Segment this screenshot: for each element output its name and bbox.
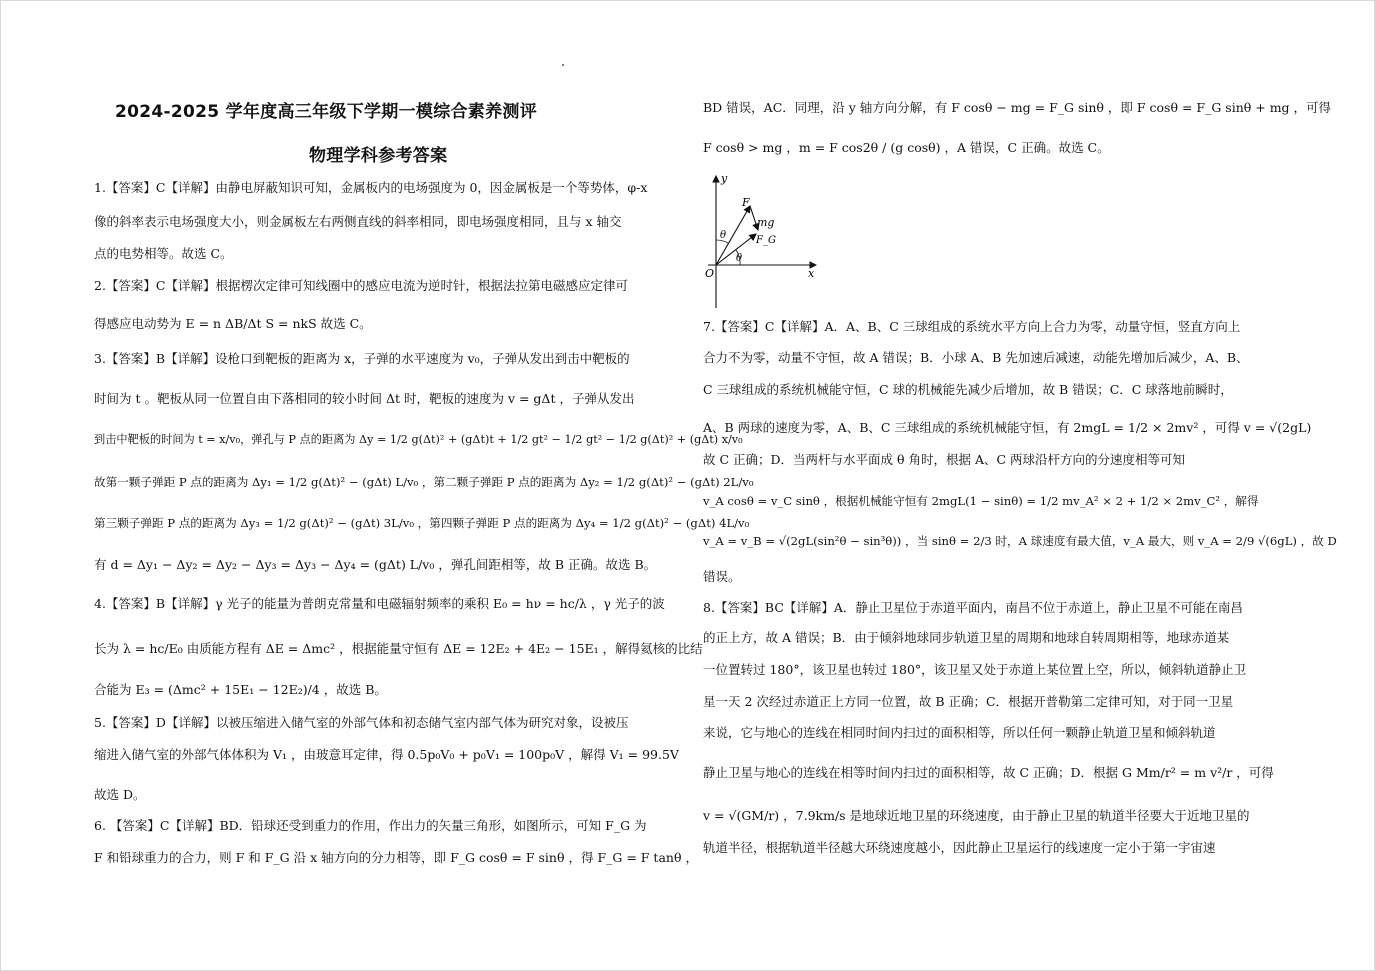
answer-7-line-4: A、B 两球的速度为零，A、B、C 三球组成的系统机械能守恒，有 2mgL = 1/2 × 2mv² ，可得 v = √(2gL) xyxy=(703,420,1312,435)
answer-7-line-1: 7.【答案】C【详解】A．A、B、C 三球组成的系统水平方向上合力为零，动量守恒，竖直方向上 xyxy=(703,319,1241,334)
answer-1-line-3: 点的电势相等。故选 C。 xyxy=(94,246,233,261)
answer-3-line-6: 有 d = Δy₁ − Δy₂ = Δy₂ − Δy₃ = Δy₃ − Δy₄ = (gΔt) L/v₀ ，弹孔间距相等，故 B 正确。故选 B。 xyxy=(94,557,657,572)
answer-4-line-2: 长为 λ = hc/E₀ 由质能方程有 ΔE = Δmc² ，根据能量守恒有 ΔE = 12E₂ + 4E₂ − 15E₁ ，解得氦核的比结 xyxy=(94,641,703,656)
label-origin: O xyxy=(705,267,715,280)
answer-2-line-1: 2.【答案】C【详解】根据楞次定律可知线圈中的感应电流为逆时针，根据法拉第电磁感应定律可 xyxy=(94,278,628,293)
answer-5-line-2: 缩进入储气室的外部气体体积为 V₁ ，由玻意耳定律，得 0.5p₀V₀ + p₀V₁ = 100p₀V ，解得 V₁ = 99.5V xyxy=(94,747,679,762)
label-fg: F_G xyxy=(756,235,776,246)
label-mg: mg xyxy=(757,216,775,229)
answer-4-line-1: 4.【答案】B【详解】γ 光子的能量为普朗克常量和电磁辐射频率的乘积 E₀ = hν = hc/λ ，γ 光子的波 xyxy=(94,596,665,611)
answer-6-line-2: F 和铅球重力的合力，则 F 和 F_G 沿 x 轴方向的分力相等，即 F_G cosθ = F sinθ ，得 F_G = F tanθ ， xyxy=(94,850,698,865)
answer-8-line-1: 8.【答案】BC【详解】A．静止卫星位于赤道平面内，南昌不位于赤道上，静止卫星不可能在南昌 xyxy=(703,600,1243,615)
answer-2-line-2: 得感应电动势为 E = n ΔB/Δt S = nkS 故选 C。 xyxy=(94,316,372,331)
label-x: x xyxy=(808,267,815,280)
answer-5-line-3: 故选 D。 xyxy=(94,787,146,802)
answer-7-line-7: v_A = v_B = √(2gL(sin²θ − sin³θ)) ，当 sinθ = 2/3 时，A 球速度有最大值，v_A 最大，则 v_A = 2/9 √(6gL) ，故 D xyxy=(703,534,1337,548)
answer-8-line-7: v = √(GM/r) ，7.9km/s 是地球近地卫星的环绕速度，由于静止卫星的轨道半径要大于近地卫星的 xyxy=(703,808,1250,823)
answer-8-line-2: 的正上方，故 A 错误；B．由于倾斜地球同步轨道卫星的周期和地球自转周期相等，地球赤道某 xyxy=(703,630,1230,645)
answer-3-line-1: 3.【答案】B【详解】设枪口到靶板的距离为 x，子弹的水平速度为 v₀，子弹从发出到击中靶板的 xyxy=(94,351,630,366)
label-theta-2: θ xyxy=(736,253,743,264)
answer-6-line-1: 6. 【答案】C【详解】BD．铅球还受到重力的作用，作出力的矢量三角形，如图所示，可知 F_G 为 xyxy=(94,818,647,833)
answer-7-line-2: 合力不为零，动量不守恒，故 A 错误；B．小球 A、B 先加速后减速，动能先增加后减少，A、B、 xyxy=(703,350,1249,365)
answer-8-line-5: 来说，它与地心的连线在相同时间内扫过的面积相等，所以任何一颗静止轨道卫星和倾斜轨道 xyxy=(703,725,1216,740)
page-mark xyxy=(562,64,564,66)
label-f: F xyxy=(742,196,750,209)
answer-8-line-8: 轨道半径，根据轨道半径越大环绕速度越小，因此静止卫星运行的线速度一定小于第一宇宙速 xyxy=(703,840,1216,855)
answer-5-line-1: 5.【答案】D【详解】以被压缩进入储气室的外部气体和初态储气室内部气体为研究对象，设被压 xyxy=(94,715,629,730)
answer-8-line-4: 星一天 2 次经过赤道正上方同一位置，故 B 正确；C．根据开普勒第二定律可知，对于同一卫星 xyxy=(703,694,1234,709)
document-title: 2024-2025 学年度高三年级下学期一模综合素养测评 xyxy=(115,102,538,122)
label-theta-1: θ xyxy=(720,230,727,241)
answer-8-line-3: 一位置转过 180°，该卫星也转过 180°，该卫星又处于赤道上某位置上空，所以，倾斜轨道静止卫 xyxy=(703,662,1247,677)
answer-7-line-5: 故 C 正确；D．当两杆与水平面成 θ 角时，根据 A、C 两球沿杆方向的分速度相等可知 xyxy=(703,452,1186,467)
answer-3-line-5: 第三颗子弹距 P 点的距离为 Δy₃ = 1/2 g(Δt)² − (gΔt) 3L/v₀ ，第四颗子弹距 P 点的距离为 Δy₄ = 1/2 g(Δt)² − (gΔt) 4L/v₀ xyxy=(94,516,750,530)
answer-1-line-2: 像的斜率表示电场强度大小，则金属板左右两侧直线的斜率相同，即电场强度相同，且与 x 轴交 xyxy=(94,214,622,229)
answer-7-line-8: 错误。 xyxy=(703,569,741,584)
force-diagram xyxy=(700,168,825,310)
answer-4-line-3: 合能为 E₃ = (Δmc² + 15E₁ − 12E₂)/4 ，故选 B。 xyxy=(94,682,387,697)
answer-7-line-3: C 三球组成的系统机械能守恒，C 球的机械能先减少后增加，故 B 错误；C．C 球落地前瞬时， xyxy=(703,382,1233,397)
answer-3-line-2: 时间为 t 。靶板从同一位置自由下落相同的较小时间 Δt 时，靶板的速度为 v = gΔt ，子弹从发出 xyxy=(94,391,635,406)
label-y: y xyxy=(721,172,728,185)
answer-3-line-4: 故第一颗子弹距 P 点的距离为 Δy₁ = 1/2 g(Δt)² − (gΔt) L/v₀ ，第二颗子弹距 P 点的距离为 Δy₂ = 1/2 g(Δt)² − (gΔt) 2L/v₀ xyxy=(94,475,754,489)
document-subtitle: 物理学科参考答案 xyxy=(309,146,448,166)
answer-6-line-4: F cosθ > mg ，m = F cos2θ / (g cosθ) ，A 错误，C 正确。故选 C。 xyxy=(703,140,1110,155)
answer-8-line-6: 静止卫星与地心的连线在相等时间内扫过的面积相等，故 C 正确；D．根据 G Mm/r² = m v²/r ，可得 xyxy=(703,765,1274,780)
answer-1-line-1: 1.【答案】C【详解】由静电屏蔽知识可知，金属板内的电场强度为 0，因金属板是一个等势体，φ-x xyxy=(94,180,648,195)
answer-6-line-3: BD 错误，AC．同理，沿 y 轴方向分解，有 F cosθ − mg = F_G sinθ ，即 F cosθ = F_G sinθ + mg ，可得 xyxy=(703,100,1332,115)
answer-7-line-6: v_A cosθ = v_C sinθ ，根据机械能守恒有 2mgL(1 − sinθ) = 1/2 mv_A² × 2 + 1/2 × 2mv_C² ，解得 xyxy=(703,494,1259,508)
answer-3-line-3: 到击中靶板的时间为 t = x/v₀，弹孔与 P 点的距离为 Δy = 1/2 g(Δt)² + (gΔt)t + 1/2 gt² − 1/2 gt² − 1/2 g(Δt)² + (gΔt) x/v₀ xyxy=(94,433,743,446)
